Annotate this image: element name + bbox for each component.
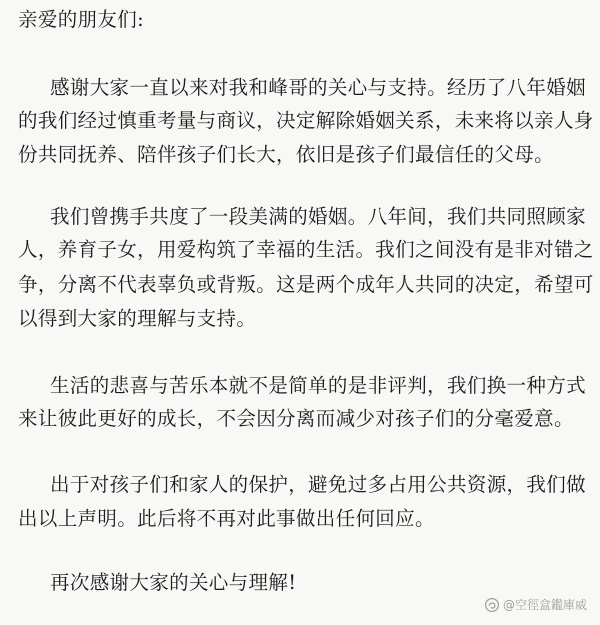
paragraph-line: 争，分离不代表辜负或背叛。这是两个成年人共同的决定，希望可 — [18, 273, 594, 296]
paragraph-line: 人，养育子女，用爱构筑了幸福的生活。我们之间没有是非对错之 — [18, 238, 594, 261]
paragraph-line: 来让彼此更好的成长，不会因分离而减少对孩子们的分毫爱意。 — [18, 407, 574, 430]
paragraph-line: 出以上声明。此后将不再对此事做出任何回应。 — [18, 507, 435, 530]
greeting: 亲爱的朋友们: — [18, 8, 145, 31]
paragraph-line: 的我们经过慎重考量与商议，决定解除婚姻关系，未来将以亲人身 — [18, 109, 594, 132]
closing-line: 再次感谢大家的关心与理解! — [50, 571, 297, 594]
paragraph-line: 出于对孩子们和家人的保护，避免过多占用公共资源，我们做 — [50, 473, 586, 496]
paragraph-line: 我们曾携手共度了一段美满的婚姻。八年间，我们共同照顾家 — [50, 205, 586, 228]
paragraph-line: 感谢大家一直以来对我和峰哥的关心与支持。经历了八年婚姻 — [50, 76, 586, 99]
watermark-text: @空徑盒鑑庫威 — [502, 598, 587, 612]
paragraph-line: 生活的悲喜与苦乐本就不是简单的是非评判，我们换一种方式 — [50, 374, 586, 397]
paragraph-line: 份共同抚养、陪伴孩子们长大，依旧是孩子们最信任的父母。 — [18, 143, 554, 166]
paragraph-line: 以得到大家的理解与支持。 — [18, 307, 257, 330]
watermark-logo-icon — [484, 597, 500, 613]
watermark — [484, 596, 587, 613]
